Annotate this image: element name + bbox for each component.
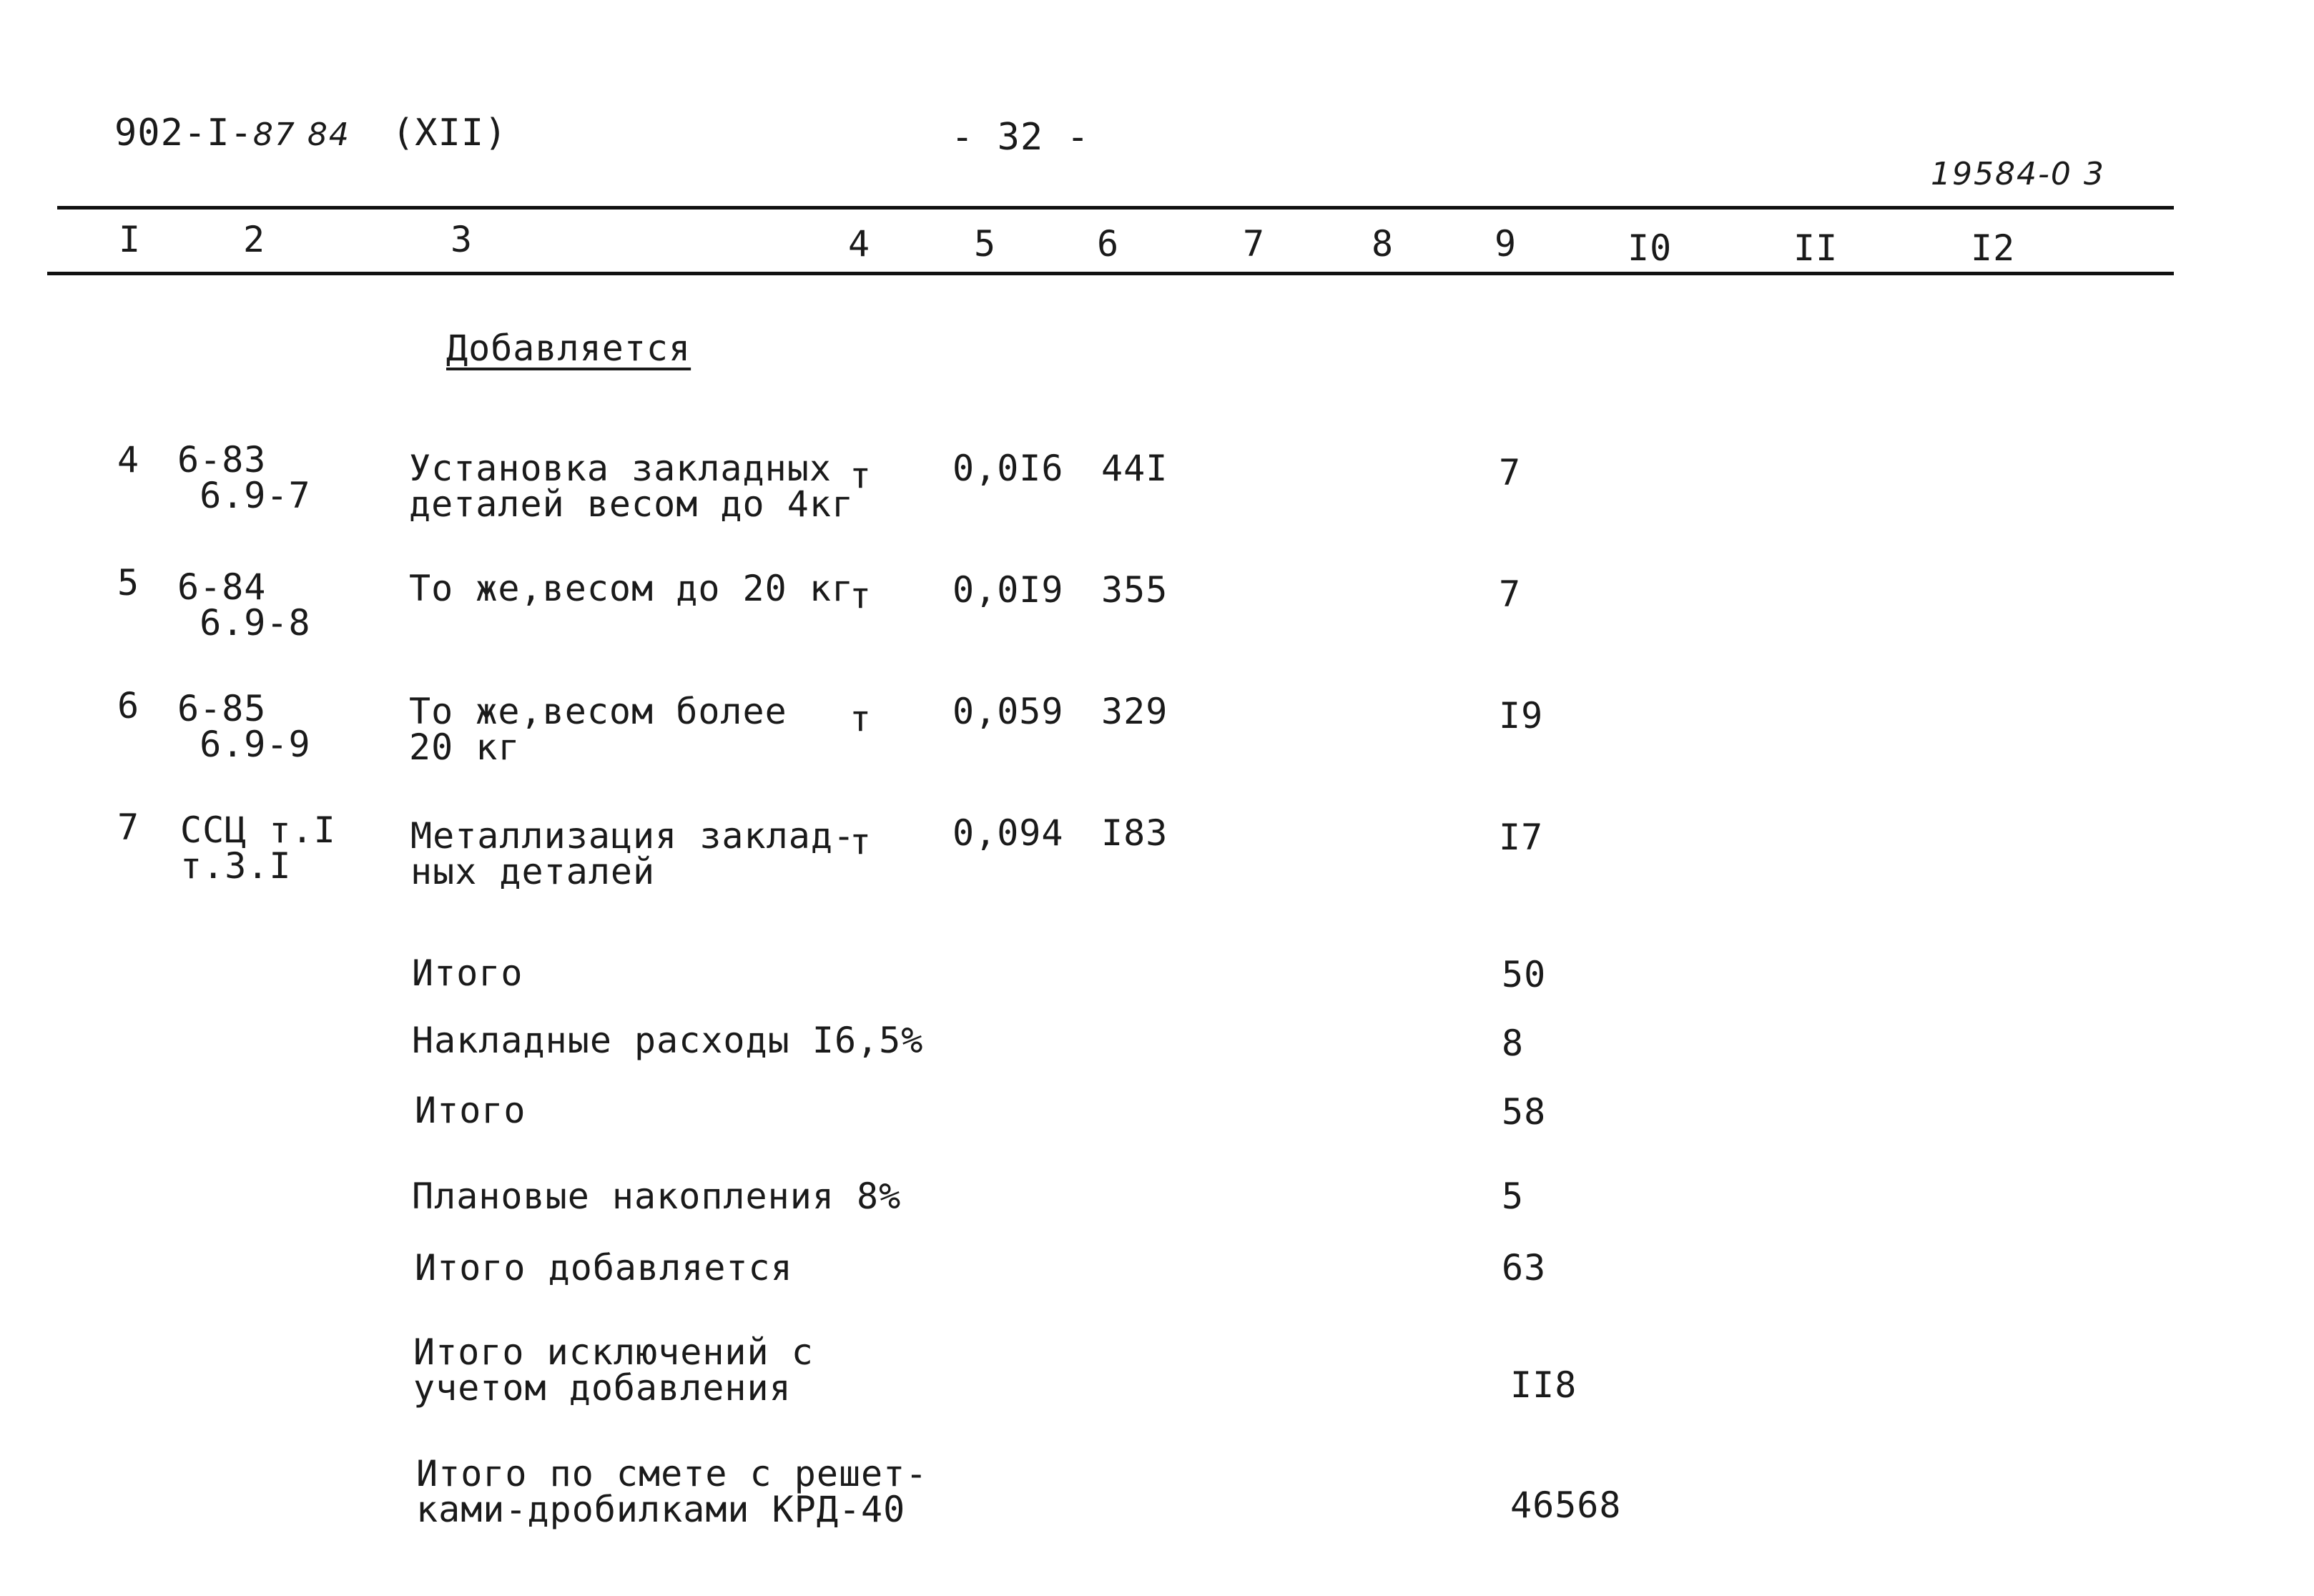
row-5-number: 5 [117,562,140,604]
column-header-4: 4 [848,223,871,265]
column-header-5: 5 [974,223,997,265]
row-5-name: То же,весом до 20 кг [409,568,855,609]
column-header-6: 6 [1097,223,1120,265]
summary-subtotal-label: Итого [412,952,523,994]
row-6-name: То же,весом более 20 кг [409,691,787,768]
summary-overhead-label: Накладные расходы I6,5% [412,1020,924,1061]
row-4-number: 4 [117,439,140,481]
row-5-unit: т [850,575,872,616]
row-7-number: 7 [117,807,140,848]
row-6-total: I9 [1499,695,1544,737]
row-7-quantity: 0,094 [952,812,1064,854]
summary-estimate-total-value: 46568 [1510,1484,1622,1526]
column-header-2: 2 [243,219,266,260]
row-4-total: 7 [1499,452,1522,493]
summary-subtotal-2-label: Итого [415,1090,526,1131]
row-6-quantity: 0,059 [952,691,1064,732]
summary-subtotal-value: 50 [1502,954,1547,995]
column-header-11: II [1793,227,1838,269]
summary-total-added-value: 63 [1502,1247,1547,1289]
page-number: - 32 - [951,116,1090,159]
summary-planned-savings-value: 5 [1502,1176,1525,1217]
row-5-price: 355 [1101,569,1168,611]
row-6-unit: т [850,698,872,739]
archive-stamp: 19584-0 3 [1931,156,2105,192]
row-7-code: ССЦ т.I т.3.I [180,809,336,887]
document-code [114,114,350,152]
row-6-price: 329 [1101,691,1168,732]
row-4-code: 6-83 6.9-7 [177,439,311,516]
column-header-9: 9 [1495,223,1517,265]
row-5-code: 6-84 6.9-8 [177,566,311,644]
row-5-quantity: 0,0I9 [952,569,1064,611]
row-4-name: Установка закладных деталей весом до 4кг [409,448,855,525]
row-7-unit: т [850,821,872,862]
column-header-10: I0 [1628,227,1673,269]
row-6-code: 6-85 6.9-9 [177,688,311,765]
column-header-3: 3 [451,219,473,260]
row-5-total: 7 [1499,573,1522,615]
row-4-quantity: 0,0I6 [952,448,1064,489]
document-part: (XII) [392,112,508,154]
summary-overhead-value: 8 [1502,1023,1525,1064]
header-bottom-rule [47,272,2174,275]
column-header-7: 7 [1243,223,1266,265]
document-code-printed: 902-I- [114,112,253,154]
column-header-1: I [119,219,142,260]
row-7-price: I83 [1101,812,1168,854]
column-header-8: 8 [1372,223,1394,265]
summary-planned-savings-label: Плановые накопления 8% [412,1176,902,1217]
section-title: Добавляется [446,327,691,369]
summary-total-added-label: Итого добавляется [415,1247,793,1289]
summary-exclusions-label: Итого исключений с учетом добавления [413,1331,814,1409]
summary-exclusions-value: II8 [1510,1364,1577,1406]
row-7-name: Металлизация заклад- ных деталей [410,815,856,892]
row-6-number: 6 [117,685,140,726]
header-top-rule [57,206,2174,210]
document-code-handwritten: 87 84 [252,117,350,153]
row-7-total: I7 [1499,817,1544,858]
row-4-price: 44I [1101,448,1168,489]
column-header-12: I2 [1971,227,2016,269]
summary-subtotal-2-value: 58 [1502,1091,1547,1133]
row-4-unit: т [850,455,872,496]
summary-estimate-total-label: Итого по смете с решет- ками-дробилками КРД-40 [416,1453,928,1530]
